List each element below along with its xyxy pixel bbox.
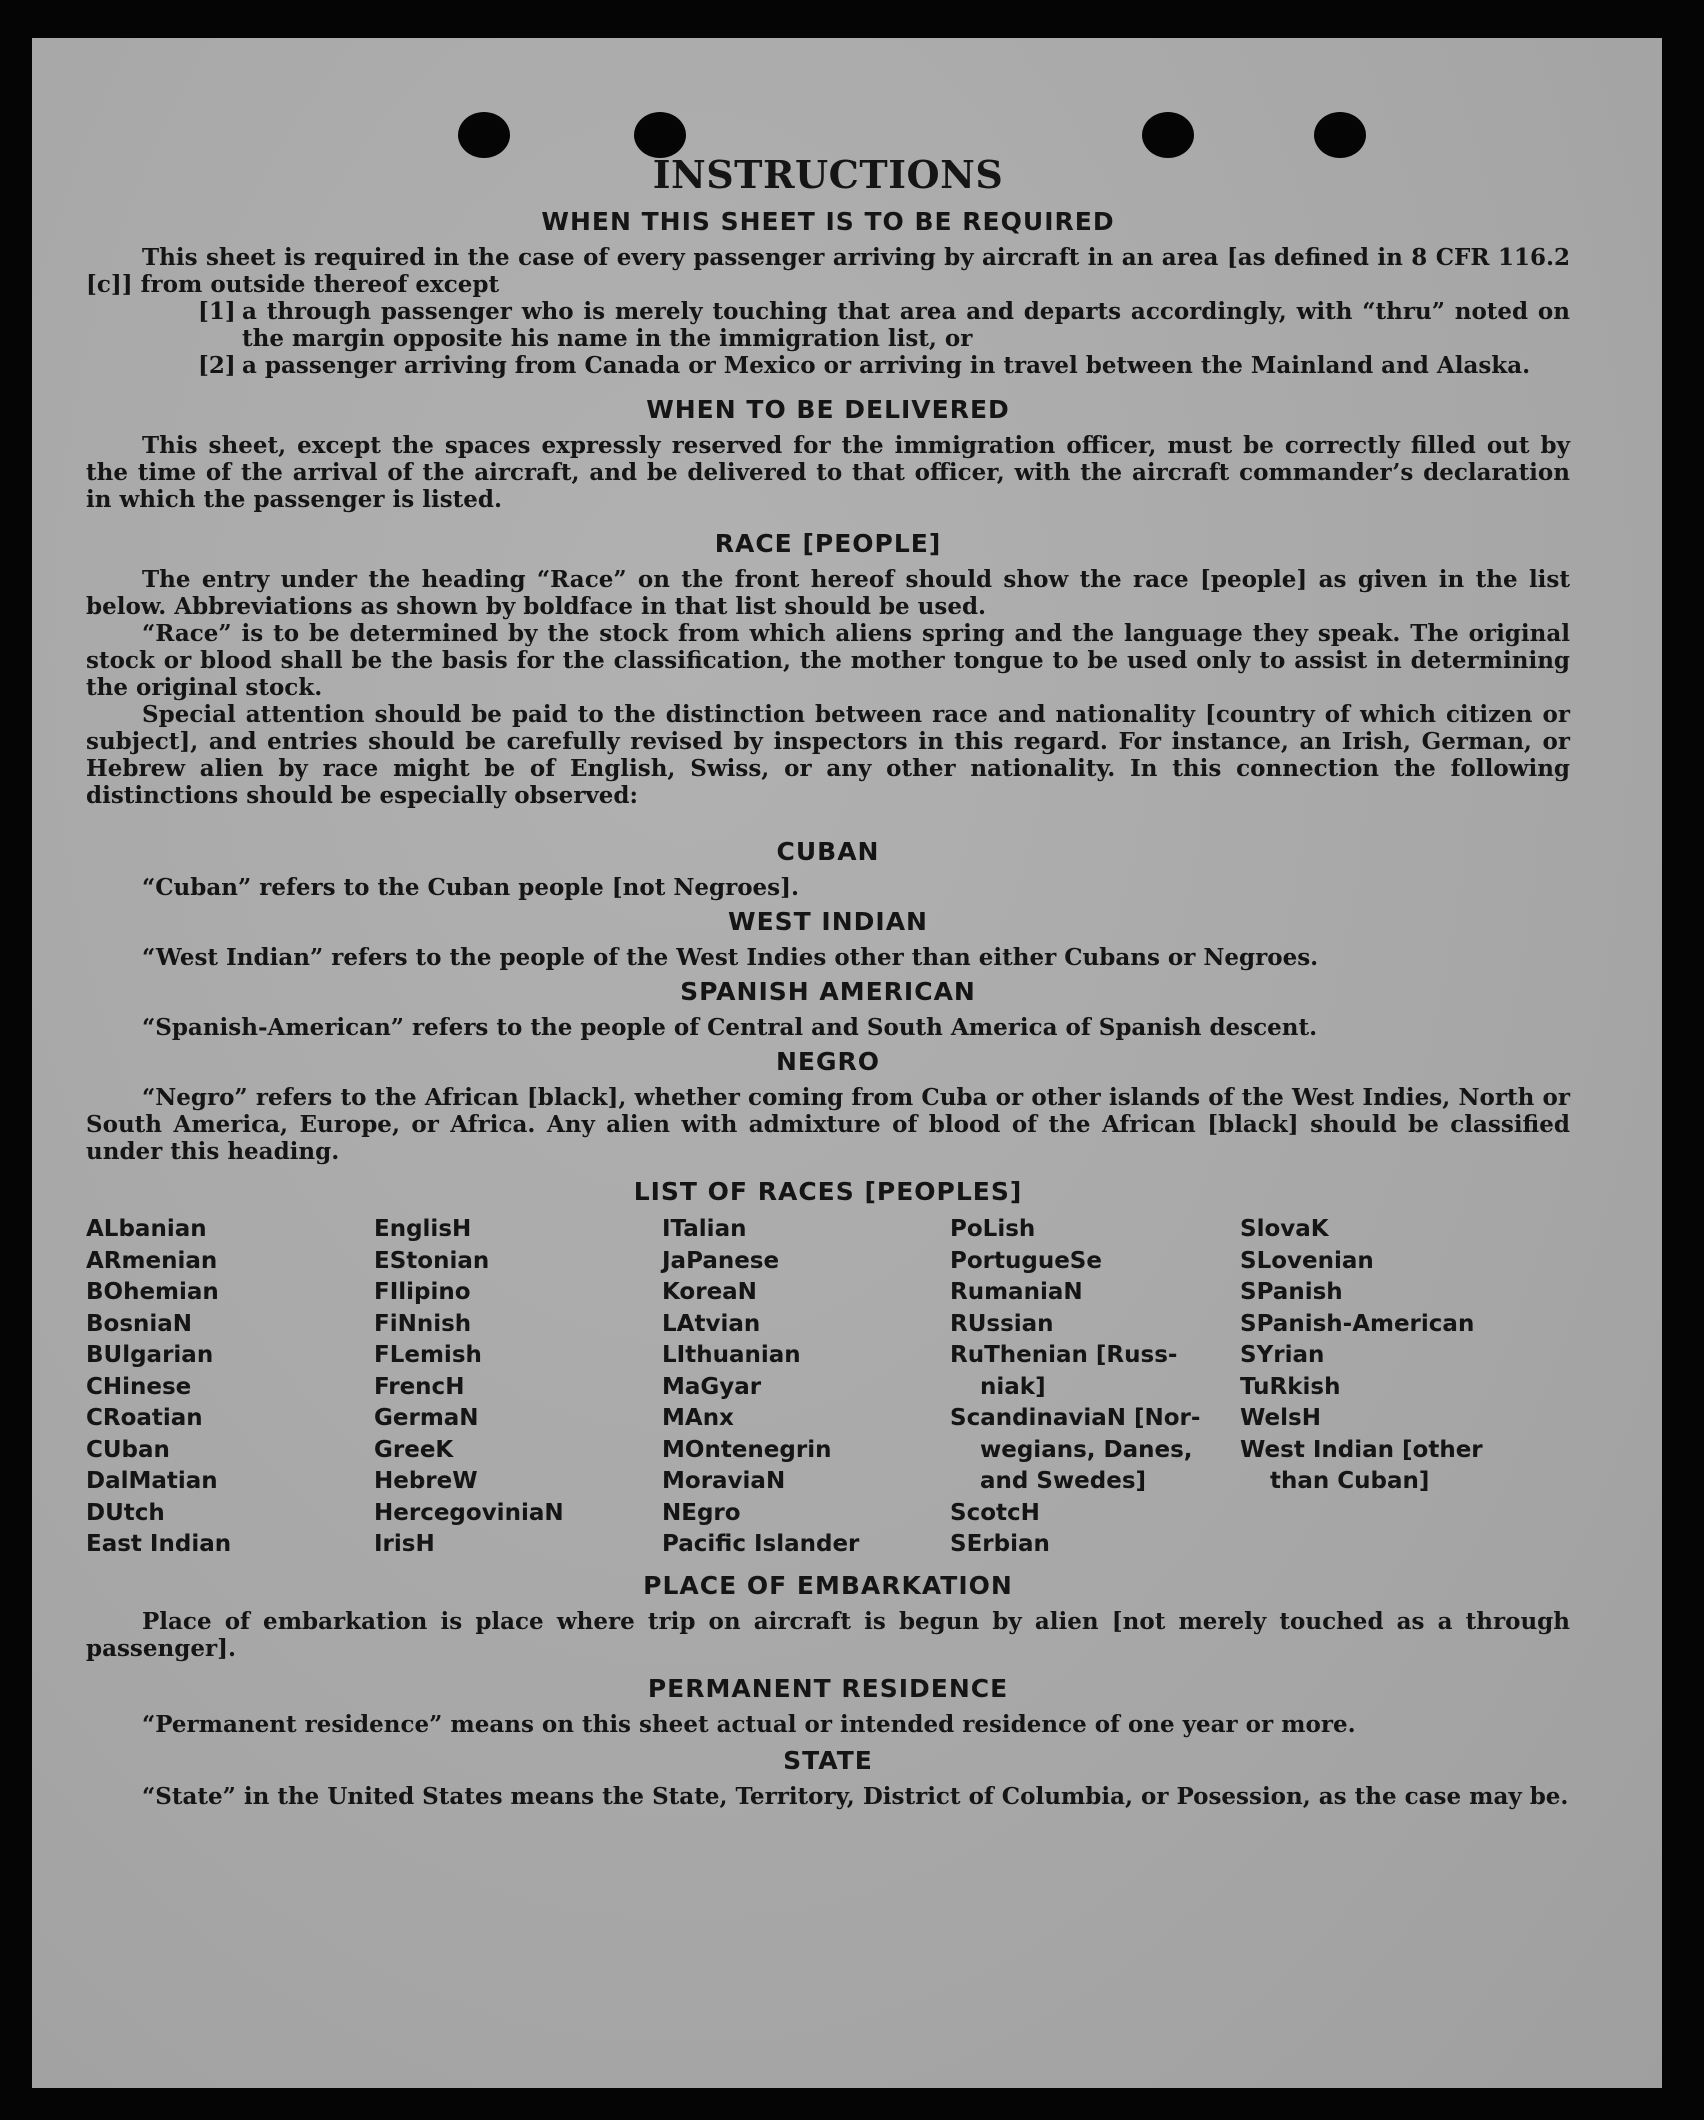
heading-west-indian: WEST INDIAN	[728, 907, 928, 936]
race-entry: GermaN	[374, 1405, 479, 1431]
race-entry: RumaniaN	[950, 1279, 1083, 1305]
race-entry: SPanish-American	[1240, 1310, 1475, 1337]
race-entry: FrencH	[374, 1373, 465, 1400]
race-entry: WelsH	[1240, 1405, 1321, 1431]
race-entry: SlovaK	[1240, 1216, 1329, 1242]
race-entry: PoLish	[950, 1216, 1036, 1242]
race-entry: MaGyar	[662, 1373, 762, 1400]
race-entry: East Indian	[86, 1531, 232, 1557]
heading-race: RACE [PEOPLE]	[714, 529, 942, 558]
embarkation-text: Place of embarkation is place where trip on aircraft is begun by alien [not merely touched as a through passenger].	[86, 1607, 1570, 1662]
race-entry: ALbanian	[86, 1216, 207, 1242]
page-title: INSTRUCTIONS	[652, 152, 1004, 197]
race-entry: EStonian	[374, 1247, 490, 1274]
negro-text: “Negro” refers to the African [black], whether coming from Cuba or other islands of the West Indies, North or South America, Europe, or Africa. Any alien with admixture of blood of the African [black] should be classified under this heading.	[86, 1084, 1570, 1165]
race-entry: TuRkish	[1240, 1373, 1341, 1400]
race-entry	[1240, 1498, 1540, 1530]
races-list	[86, 1214, 1570, 1561]
race-entry: KoreaN	[662, 1279, 757, 1305]
west-indian-text: “West Indian” refers to the people of the West Indies other than either Cubans or Negroes.	[142, 944, 1319, 971]
race-entry: SLovenian	[1240, 1247, 1374, 1274]
race-entry: CHinese	[86, 1373, 192, 1400]
heading-negro: NEGRO	[775, 1047, 881, 1076]
race-entry: SYrian	[1240, 1342, 1325, 1368]
race-entry: ScandinaviaN [Nor-	[950, 1405, 1201, 1431]
exception-text: a passenger arriving from Canada or Mexico or arriving in travel between the Mainland and Alaska.	[242, 352, 1531, 379]
residence-text: “Permanent residence” means on this sheet actual or intended residence of one year or more.	[142, 1710, 1356, 1738]
race-entry: niak]	[980, 1373, 1046, 1400]
race-entry: BOhemian	[86, 1279, 219, 1305]
race-entry: FIlipino	[374, 1279, 471, 1305]
heading-permanent-residence: PERMANENT RESIDENCE	[647, 1673, 1009, 1703]
race-entry: West Indian [other	[1240, 1436, 1483, 1463]
race-entry: RUssian	[950, 1310, 1054, 1337]
race-entry: HercegoviniaN	[374, 1499, 564, 1526]
race-entry: CUban	[86, 1436, 170, 1463]
delivered-text: This sheet, except the spaces expressly reserved for the immigration officer, must be correctly filled out by the time of the arrival of the aircraft, and be delivered to that officer, with the aircraft commander’s declaration in which the passenger is listed.	[86, 432, 1570, 513]
race-entry: ITalian	[662, 1216, 747, 1242]
race-entry: wegians, Danes,	[980, 1436, 1193, 1463]
state-text: “State” in the United States means the State, Territory, District of Columbia, or Posession, as the case may be.	[142, 1782, 1569, 1810]
race-entry: PortugueSe	[950, 1247, 1102, 1274]
race-entry: FLemish	[374, 1342, 482, 1368]
exception-item	[198, 352, 1570, 379]
exception-text: a through passenger who is merely touching that area and departs accordingly, with “thru” noted on the margin opposite his name in the immigration list, or	[242, 298, 1570, 352]
race-entry: than Cuban]	[1270, 1468, 1430, 1494]
race-entry: SPanish	[1240, 1279, 1343, 1305]
heading-cuban: CUBAN	[776, 837, 880, 866]
heading-state: STATE	[783, 1745, 873, 1775]
race-entry: RuThenian [Russ-	[950, 1342, 1178, 1368]
race-entry: MoraviaN	[662, 1468, 786, 1494]
race-paragraph-3: Special attention should be paid to the distinction between race and nationality [country of which citizen or subject], and entries should be carefully revised by inspectors in this regard. For instance, an Irish, German, or Hebrew alien by race might be of English, Swiss, or any other nationality. In this connection the following distinctions should be especially observed:	[86, 701, 1570, 809]
spanish-american-text: “Spanish-American” refers to the people of Central and South America of Spanish descent.	[142, 1014, 1318, 1041]
race-entry: FiNnish	[374, 1310, 472, 1337]
race-entry: BUlgarian	[86, 1342, 214, 1368]
race-entry: DalMatian	[86, 1468, 218, 1494]
exception-item	[198, 298, 1570, 352]
race-paragraph-2: “Race” is to be determined by the stock from which aliens spring and the language they speak. The original stock or blood shall be the basis for the classification, the mother tongue to be used only to assist in determining the original stock.	[86, 620, 1570, 701]
heading-spanish-american: SPANISH AMERICAN	[680, 977, 976, 1006]
race-entry: ScotcH	[950, 1499, 1040, 1526]
exception-number: [2]	[198, 352, 236, 379]
race-paragraph-1: The entry under the heading “Race” on the front hereof should show the race [people] as given in the list below. Abbreviations as shown by boldface in that list should be used.	[86, 566, 1570, 620]
race-entry: MOntenegrin	[662, 1436, 832, 1463]
heading-when-required: WHEN THIS SHEET IS TO BE REQUIRED	[541, 207, 1115, 236]
heading-place-of-embarkation: PLACE OF EMBARKATION	[643, 1570, 1013, 1600]
race-entry: NEgro	[662, 1499, 741, 1526]
race-entry	[1240, 1529, 1540, 1561]
race-entry: LAtvian	[662, 1310, 761, 1337]
race-entry: ARmenian	[86, 1247, 218, 1274]
heading-list-of-races: LIST OF RACES [PEOPLES]	[633, 1177, 1023, 1206]
instructions-content	[86, 148, 1570, 1810]
exception-number: [1]	[198, 298, 236, 325]
race-entry: CRoatian	[86, 1405, 203, 1431]
race-entry: JaPanese	[662, 1247, 780, 1274]
race-entry: MAnx	[662, 1405, 734, 1431]
race-entry: BosniaN	[86, 1310, 193, 1337]
required-intro: This sheet is required in the case of every passenger arriving by aircraft in an area [as defined in 8 CFR 116.2 [c]] from outside thereof except	[86, 244, 1570, 298]
race-entry: DUtch	[86, 1499, 165, 1526]
race-entry: SErbian	[950, 1531, 1050, 1557]
race-entry: GreeK	[374, 1436, 454, 1463]
race-entry: EnglisH	[374, 1216, 472, 1242]
race-entry: IrisH	[374, 1531, 435, 1557]
race-entry: and Swedes]	[980, 1468, 1147, 1494]
heading-when-delivered: WHEN TO BE DELIVERED	[646, 395, 1010, 424]
race-entry: LIthuanian	[662, 1342, 801, 1368]
cuban-text: “Cuban” refers to the Cuban people [not Negroes].	[142, 874, 800, 901]
race-entry: HebreW	[374, 1468, 478, 1494]
race-entry: Pacific Islander	[662, 1531, 860, 1557]
